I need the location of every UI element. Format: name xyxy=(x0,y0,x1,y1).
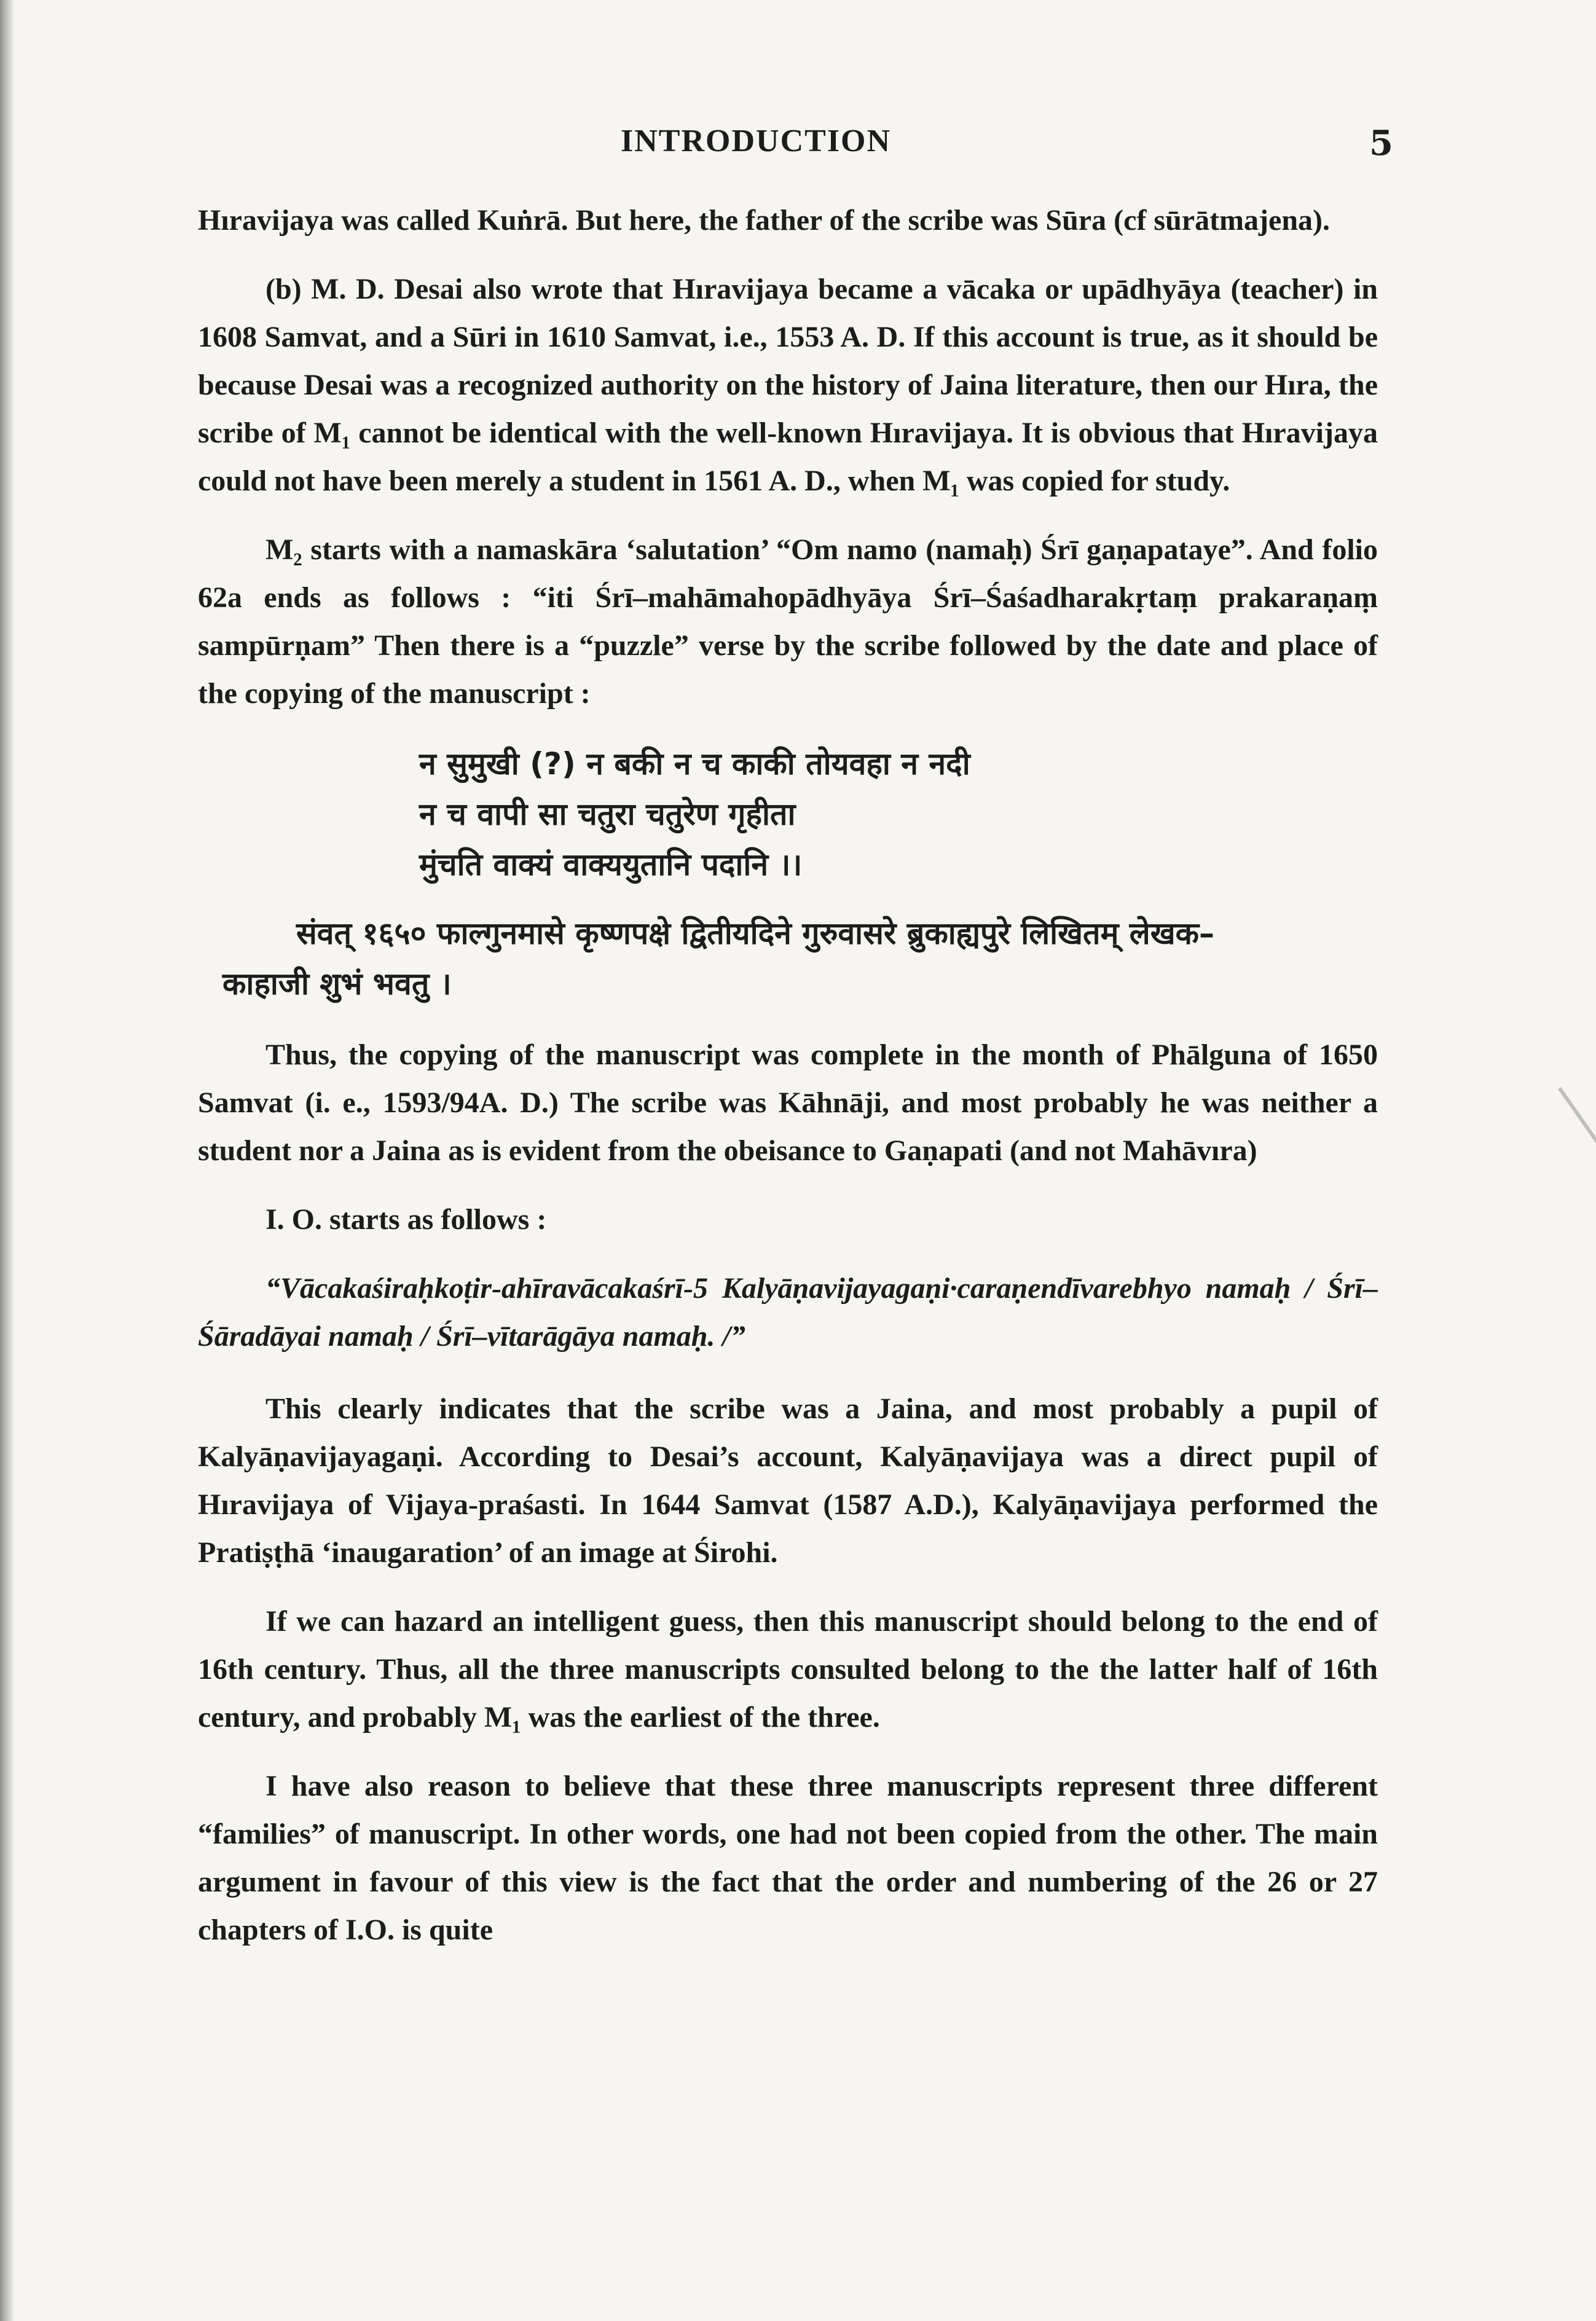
paragraph-copying: Thus, the copying of the manuscript was complete in the month of Phālguna of 1650 Samvat (i. e., 1593/94A. D.) The scribe was Kāhnāji, and most probably he was neither a student nor a Jaina as is evident from the obeisance to Gaṇapati (and not Mahāvıra) xyxy=(198,1039,1378,1167)
io-quote: “Vācakaśiraḥkoṭir-ahīravācakaśrī-5 Kalyāṇavijayagaṇi·caraṇendīvarebhyo namaḥ / Śrī–Śāradāyai namaḥ / Śrī–vītarāgāya namaḥ. /” xyxy=(198,1272,1378,1353)
page-number: 5 xyxy=(1369,123,1393,163)
paragraph-jaina: This clearly indicates that the scribe was a Jaina, and most probably a pupil of Kalyāṇavijayagaṇi. According to Desai’s account, Kalyāṇavijaya was a direct pupil of Hıravijaya of Vijaya-praśasti. In 1644 Samvat (1587 A.D.), Kalyāṇavijaya performed the Pratiṣṭhā ‘inaugaration’ of an image at Śirohi. xyxy=(198,1392,1378,1569)
verse-line: न सुमुखी (?) न बकी न च काकी तोयवहा न नदी xyxy=(419,746,970,782)
colophon-line: काहाजी शुभं भवतु । xyxy=(222,966,452,1002)
verse-line: न च वापी सा चतुरा चतुरेण गृहीता xyxy=(419,796,796,832)
binding-shadow xyxy=(0,0,14,2321)
sanskrit-block xyxy=(198,739,1378,1009)
edge-mark xyxy=(1558,1087,1596,1150)
paragraph-desai: (b) M. D. Desai also wrote that Hıravijaya became a vācaka or upādhyāya (teacher) in 1608 Samvat, and a Sūri in 1610 Samvat, i.e., 1553 A. D. If this account is true, as it should be because Desai was a recognized authority on the history of Jaina literature, then our Hıra, the scribe of M₁ cannot be identical with the well-known Hıravijaya. It is obvious that Hıravijaya could not have been merely a student in 1561 A. D., when M₁ was copied for study. xyxy=(198,273,1378,497)
colophon-line: संवत् १६५० फाल्गुनमासे कृष्णपक्षे द्वितीयदिने गुरुवासरे ब्रुकाह्यपुरे लिखितम् लेखक– xyxy=(296,916,1215,951)
paragraph-io-start: I. O. starts as follows : xyxy=(265,1203,547,1236)
verse-line: मुंचति वाक्यं वाक्ययुतानि पदानि ।। xyxy=(419,847,803,882)
paragraph-guess: If we can hazard an intelligent guess, then this manuscript should belong to the end of 16th century. Thus, all the three manuscripts consulted belong to the the latter half of 16th century, and probably M₁ was the earliest of the three. xyxy=(198,1605,1378,1734)
body-text xyxy=(198,197,1378,1975)
paragraph-m2: M₂ starts with a namaskāra ‘salutation’ “Om namo (namaḥ) Śrī gaṇapataye”. And folio 62a ends as follows : “iti Śrī–mahāmahopādhyāya Śrī–Śaśadharakṛtaṃ prakaraṇaṃ sampūrṇam” Then there is a “puzzle” verse by the scribe followed by the date and place of the copying of the manuscript : xyxy=(198,533,1378,710)
paragraph-continued: Hıravijaya was called Kuṅrā. But here, the father of the scribe was Sūra (cf sūrātmajena). xyxy=(198,204,1330,237)
page-header xyxy=(0,123,1596,178)
running-head: INTRODUCTION xyxy=(621,124,892,159)
paragraph-families: I have also reason to believe that these three manuscripts represent three different “families” of manuscript. In other words, one had not been copied from the other. The main argument in favour of this view is the fact that the order and numbering of the 26 or 27 chapters of I.O. is quite xyxy=(198,1770,1378,1946)
